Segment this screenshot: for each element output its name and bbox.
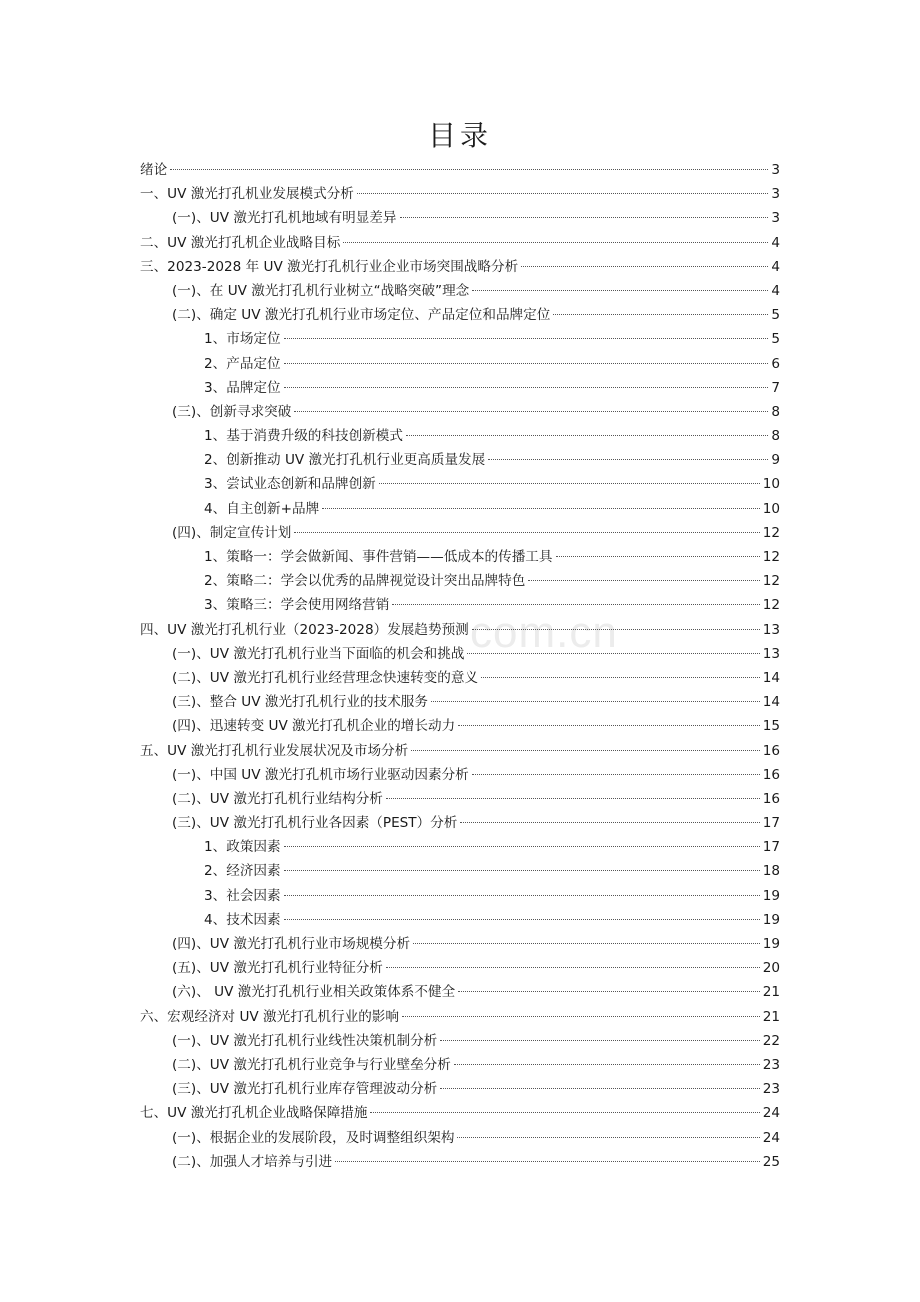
- toc-entry-page-number: 24: [762, 1129, 780, 1146]
- toc-entry-title: 2、创新推动 UV 激光打孔机行业更高质量发展: [204, 452, 486, 469]
- toc-entry[interactable]: [140, 763, 780, 787]
- toc-dot-leader: [400, 217, 769, 218]
- toc-dot-leader: [457, 1137, 759, 1138]
- toc-dot-leader: [284, 870, 760, 871]
- toc-entry-page-number: 10: [762, 476, 780, 493]
- toc-entry[interactable]: [140, 859, 780, 883]
- toc-dot-leader: [379, 483, 760, 484]
- toc-entry-title: 五、UV 激光打孔机行业发展状况及市场分析: [140, 742, 409, 759]
- toc-entry[interactable]: [140, 1053, 780, 1077]
- toc-entry-page-number: 13: [762, 621, 780, 638]
- toc-entry-page-number: 3: [771, 210, 780, 227]
- toc-dot-leader: [284, 895, 760, 896]
- toc-entry[interactable]: [140, 497, 780, 521]
- toc-entry[interactable]: [140, 400, 780, 424]
- toc-dot-leader: [440, 1088, 759, 1089]
- toc-dot-leader: [322, 508, 759, 509]
- toc-entry-page-number: 25: [762, 1153, 780, 1170]
- toc-dot-leader: [411, 750, 759, 751]
- toc-entry-title: (一)、UV 激光打孔机行业当下面临的机会和挑战: [172, 645, 465, 662]
- toc-entry-page-number: 14: [762, 669, 780, 686]
- toc-entry[interactable]: [140, 811, 780, 835]
- toc-entry[interactable]: [140, 472, 780, 496]
- toc-entry[interactable]: [140, 642, 780, 666]
- toc-dot-leader: [481, 677, 760, 678]
- toc-entry-title: (二)、UV 激光打孔机行业结构分析: [172, 790, 383, 807]
- toc-entry-page-number: 12: [762, 524, 780, 541]
- toc-entry-page-number: 4: [771, 234, 780, 251]
- toc-entry-page-number: 23: [762, 1056, 780, 1073]
- toc-entry-page-number: 8: [771, 403, 780, 420]
- toc-entry[interactable]: [140, 1005, 780, 1029]
- toc-entry-page-number: 21: [762, 984, 780, 1001]
- toc-dot-leader: [472, 290, 768, 291]
- toc-entry-page-number: 17: [762, 839, 780, 856]
- toc-entry-page-number: 6: [771, 355, 780, 372]
- toc-entry-page-number: 15: [762, 718, 780, 735]
- toc-entry-page-number: 12: [762, 573, 780, 590]
- toc-entry[interactable]: [140, 618, 780, 642]
- toc-dot-leader: [458, 991, 760, 992]
- toc-entry-page-number: 5: [771, 331, 780, 348]
- toc-entry-title: 七、UV 激光打孔机企业战略保障措施: [140, 1105, 368, 1122]
- toc-entry-title: 三、2023-2028 年 UV 激光打孔机行业企业市场突围战略分析: [140, 258, 519, 275]
- toc-dot-leader: [460, 822, 759, 823]
- toc-entry[interactable]: [140, 884, 780, 908]
- toc-entry-page-number: 8: [771, 428, 780, 445]
- toc-entry-title: (四)、制定宣传计划: [172, 524, 292, 541]
- toc-entry[interactable]: [140, 1126, 780, 1150]
- toc-entry-title: (一)、中国 UV 激光打孔机市场行业驱动因素分析: [172, 766, 469, 783]
- toc-entry[interactable]: [140, 255, 780, 279]
- toc-entry-page-number: 19: [762, 887, 780, 904]
- toc-entry[interactable]: [140, 956, 780, 980]
- toc-entry-page-number: 20: [762, 960, 780, 977]
- toc-entry-title: 一、UV 激光打孔机业发展模式分析: [140, 186, 354, 203]
- watermark: com.cn: [470, 608, 618, 657]
- toc-entry[interactable]: [140, 835, 780, 859]
- toc-dot-leader: [170, 169, 768, 170]
- toc-entry-title: (一)、根据企业的发展阶段，及时调整组织架构: [172, 1129, 455, 1146]
- toc-dot-leader: [370, 1112, 759, 1113]
- toc-entry[interactable]: [140, 424, 780, 448]
- toc-entry[interactable]: [140, 739, 780, 763]
- toc-entry-title: (三)、创新寻求突破: [172, 403, 292, 420]
- toc-entry[interactable]: [140, 593, 780, 617]
- toc-entry-title: (二)、UV 激光打孔机行业竞争与行业壁垒分析: [172, 1056, 451, 1073]
- toc-entry[interactable]: [140, 521, 780, 545]
- toc-entry-title: 四、UV 激光打孔机行业（2023-2028）发展趋势预测: [140, 621, 469, 638]
- toc-entry-title: 1、策略一：学会做新闻、事件营销——低成本的传播工具: [204, 549, 553, 565]
- toc-entry-title: (二)、加强人才培养与引进: [172, 1153, 333, 1170]
- toc-entry-page-number: 9: [771, 452, 780, 469]
- toc-entry-page-number: 17: [762, 815, 780, 832]
- toc-entry-page-number: 13: [762, 645, 780, 662]
- toc-entry-title: (五)、UV 激光打孔机行业特征分析: [172, 960, 383, 977]
- toc-entry-title: 2、策略二：学会以优秀的品牌视觉设计突出品牌特色: [204, 573, 526, 590]
- toc-entry[interactable]: [140, 569, 780, 593]
- toc-entry-page-number: 10: [762, 500, 780, 517]
- toc-entry-page-number: 19: [762, 936, 780, 952]
- toc-entry-title: 3、尝试业态创新和品牌创新: [204, 476, 376, 493]
- toc-dot-leader: [454, 1064, 760, 1065]
- toc-entry-title: (二)、确定 UV 激光打孔机行业市场定位、产品定位和品牌定位: [172, 307, 551, 324]
- toc-entry-page-number: 5: [771, 307, 780, 324]
- toc-entry-title: 1、基于消费升级的科技创新模式: [204, 428, 403, 445]
- toc-entry-page-number: 24: [762, 1105, 780, 1122]
- toc-entry[interactable]: [140, 279, 780, 303]
- toc-dot-leader: [472, 629, 760, 630]
- toc-entry[interactable]: [140, 787, 780, 811]
- toc-entry-page-number: 18: [762, 863, 780, 880]
- toc-entry-page-number: 7: [771, 379, 780, 396]
- toc-entry[interactable]: [140, 1029, 780, 1053]
- toc-dot-leader: [357, 193, 768, 194]
- toc-entry[interactable]: [140, 352, 780, 376]
- toc-entry-page-number: 16: [762, 766, 780, 783]
- toc-entry-title: (二)、UV 激光打孔机行业经营理念快速转变的意义: [172, 669, 479, 686]
- toc-entry-title: (三)、UV 激光打孔机行业库存管理波动分析: [172, 1081, 438, 1098]
- toc-entry-title: (一)、UV 激光打孔机地域有明显差异: [172, 210, 397, 227]
- toc-dot-leader: [458, 725, 760, 726]
- toc-entry[interactable]: [140, 376, 780, 400]
- toc-entry-title: (四)、UV 激光打孔机行业市场规模分析: [172, 936, 411, 952]
- toc-entry-page-number: 12: [762, 549, 780, 565]
- toc-entry-title: 二、UV 激光打孔机企业战略目标: [140, 234, 341, 251]
- toc-entry-title: 3、策略三：学会使用网络营销: [204, 597, 390, 614]
- toc-dot-leader: [556, 556, 760, 557]
- toc-entry-title: 2、产品定位: [204, 355, 281, 372]
- toc-entry-page-number: 22: [762, 1032, 780, 1049]
- toc-dot-leader: [553, 314, 768, 315]
- toc-entry[interactable]: [140, 158, 780, 182]
- toc-entry-title: (一)、在 UV 激光打孔机行业树立“战略突破”理念: [172, 282, 470, 299]
- toc-entry-page-number: 16: [762, 790, 780, 807]
- toc-dot-leader: [386, 798, 760, 799]
- toc-entry-title: 六、宏观经济对 UV 激光打孔机行业的影响: [140, 1008, 399, 1025]
- page-title: 目录: [427, 119, 492, 152]
- toc-dot-leader: [386, 967, 760, 968]
- toc-entry[interactable]: [140, 980, 780, 1004]
- toc-entry[interactable]: [140, 545, 780, 569]
- toc-entry-page-number: 3: [771, 186, 780, 203]
- toc-dot-leader: [284, 919, 760, 920]
- toc-entry-title: (一)、UV 激光打孔机行业线性决策机制分析: [172, 1032, 438, 1049]
- toc-entry-title: (四)、迅速转变 UV 激光打孔机企业的增长动力: [172, 718, 456, 735]
- toc-entry[interactable]: [140, 908, 780, 932]
- toc-dot-leader: [521, 266, 768, 267]
- toc-entry[interactable]: [140, 206, 780, 230]
- toc-entry-title: 1、政策因素: [204, 839, 281, 856]
- toc-entry[interactable]: [140, 690, 780, 714]
- toc-entry-page-number: 4: [771, 282, 780, 299]
- toc-dot-leader: [294, 532, 759, 533]
- toc-entry-title: 3、社会因素: [204, 887, 281, 904]
- toc-entry-page-number: 23: [762, 1081, 780, 1098]
- toc-dot-leader: [284, 363, 769, 364]
- toc-dot-leader: [343, 242, 768, 243]
- toc-dot-leader: [467, 653, 759, 654]
- toc-entry-title: 4、自主创新+品牌: [204, 500, 320, 517]
- toc-dot-leader: [488, 459, 768, 460]
- toc-entry-title: 2、经济因素: [204, 863, 281, 880]
- toc-entry[interactable]: [140, 932, 780, 956]
- toc-entry-page-number: 16: [762, 742, 780, 759]
- toc-entry[interactable]: [140, 1101, 780, 1125]
- toc-entry[interactable]: [140, 714, 780, 738]
- toc-dot-leader: [284, 846, 760, 847]
- toc-entry[interactable]: [140, 1150, 780, 1174]
- toc-entry-page-number: 12: [762, 597, 780, 614]
- toc-entry[interactable]: [140, 182, 780, 206]
- toc-entry-title: 1、市场定位: [204, 331, 281, 348]
- toc-entry[interactable]: [140, 448, 780, 472]
- toc-dot-leader: [440, 1040, 759, 1041]
- toc-entry-title: 绪论: [140, 162, 168, 178]
- toc-dot-leader: [431, 701, 760, 702]
- toc-dot-leader: [402, 1016, 760, 1017]
- toc-entry-title: (三)、UV 激光打孔机行业各因素（PEST）分析: [172, 815, 458, 832]
- toc-entry-title: (三)、整合 UV 激光打孔机行业的技术服务: [172, 694, 428, 711]
- toc-dot-leader: [406, 435, 768, 436]
- toc-entry-page-number: 19: [762, 911, 780, 928]
- toc-entry[interactable]: [140, 327, 780, 351]
- toc-entry-page-number: 3: [771, 162, 780, 178]
- toc-dot-leader: [335, 1161, 760, 1162]
- toc-dot-leader: [284, 387, 769, 388]
- toc-entry[interactable]: [140, 666, 780, 690]
- toc-entry[interactable]: [140, 1077, 780, 1101]
- toc-dot-leader: [284, 338, 769, 339]
- toc-entry-title: 3、品牌定位: [204, 379, 281, 396]
- toc-dot-leader: [472, 774, 760, 775]
- toc-entry-page-number: 14: [762, 694, 780, 711]
- toc-entry-title: (六)、 UV 激光打孔机行业相关政策体系不健全: [172, 984, 456, 1001]
- toc-dot-leader: [413, 943, 760, 944]
- toc-dot-leader: [528, 580, 759, 581]
- toc-entry-title: 4、技术因素: [204, 911, 281, 928]
- toc-dot-leader: [392, 604, 759, 605]
- toc-entry-page-number: 4: [771, 258, 780, 275]
- toc-dot-leader: [294, 411, 768, 412]
- toc-entry-page-number: 21: [762, 1008, 780, 1025]
- table-of-contents: [140, 158, 780, 1174]
- toc-entry[interactable]: [140, 231, 780, 255]
- toc-entry[interactable]: [140, 303, 780, 327]
